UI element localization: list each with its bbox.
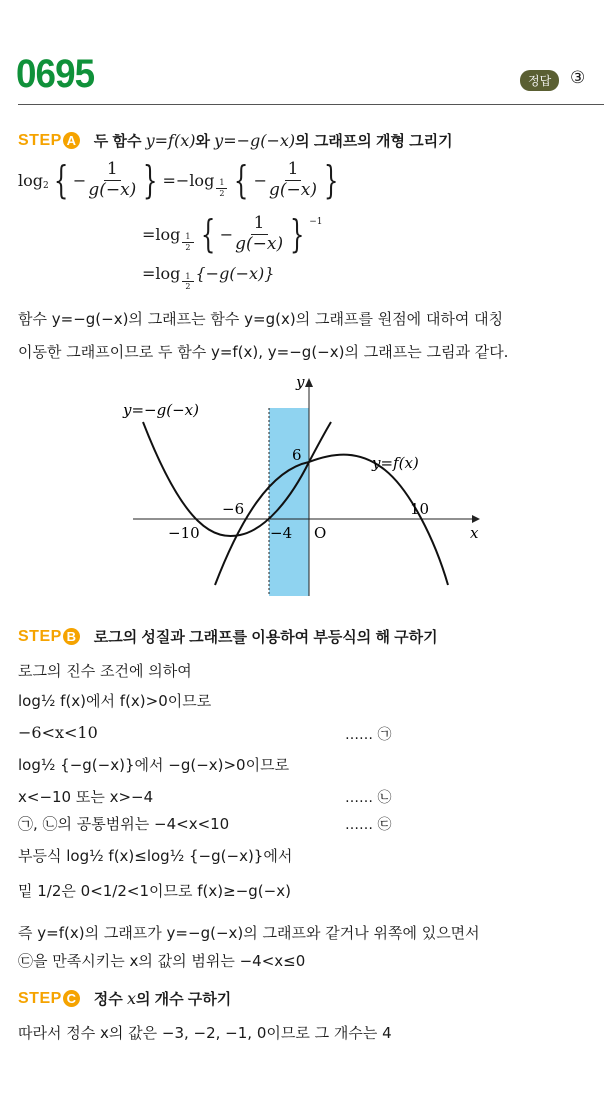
step-letter-icon: A bbox=[63, 132, 80, 149]
tick-label-x-minus4: −4 bbox=[270, 524, 293, 542]
x-axis-arrow-icon bbox=[472, 515, 480, 523]
title-text: 의 그래프의 개형 그리기 bbox=[295, 133, 453, 150]
denominator: g(−x) bbox=[269, 179, 317, 200]
eq-text: − bbox=[219, 224, 234, 244]
step-b-line: −6<x<10 bbox=[18, 723, 98, 742]
step-title bbox=[94, 988, 231, 1009]
numerator: 1 bbox=[251, 214, 268, 235]
numerator: 1 bbox=[182, 232, 193, 242]
title-math: x bbox=[126, 989, 136, 1008]
numerator: 1 bbox=[285, 160, 302, 181]
left-brace: { bbox=[53, 158, 69, 203]
title-text: 정수 bbox=[93, 991, 127, 1008]
tag-2: …… ㉡ bbox=[345, 790, 392, 806]
eq-text: =−log bbox=[162, 170, 215, 190]
step-b-line: x<−10 또는 x>−4 bbox=[18, 788, 154, 806]
step-b-line: 부등식 log½ f(x)≤log½ {−g(−x)}에서 bbox=[18, 847, 293, 865]
tick-label-x-minus6: −6 bbox=[222, 500, 245, 518]
paragraph-line: 함수 y=−g(−x)의 그래프는 함수 y=g(x)의 그래프를 원점에 대하여 대칭 bbox=[18, 310, 504, 328]
eq-text: log bbox=[18, 170, 43, 190]
step-label: STEP bbox=[18, 627, 62, 645]
right-brace: } bbox=[143, 158, 158, 203]
x-axis-label: x bbox=[470, 524, 479, 542]
eq-text: =log bbox=[142, 264, 181, 284]
step-title: 로그의 성질과 그래프를 이용하여 부등식의 해 구하기 bbox=[93, 629, 438, 646]
eq-text: − bbox=[72, 170, 87, 190]
eq-text: {−g(−x)} bbox=[195, 264, 275, 284]
curve-label-g: y=−g(−x) bbox=[123, 401, 199, 419]
title-text: 의 개수 구하기 bbox=[135, 991, 232, 1008]
step-c-heading bbox=[18, 988, 231, 1009]
curve-f-x bbox=[215, 455, 448, 585]
denominator: 2 bbox=[185, 242, 191, 252]
eq-sub: 2 bbox=[43, 181, 49, 192]
step-label: STEP bbox=[18, 989, 62, 1007]
tick-label-x-minus10: −10 bbox=[168, 524, 200, 542]
answer-value: ③ bbox=[570, 68, 586, 88]
step-letter-icon: C bbox=[63, 990, 80, 1007]
numerator: 1 bbox=[104, 160, 121, 181]
step-b-heading bbox=[18, 626, 438, 647]
numerator: 1 bbox=[216, 178, 227, 188]
step-c-line: 따라서 정수 x의 값은 −3, −2, −1, 0이므로 그 개수는 4 bbox=[18, 1024, 392, 1042]
step-b-line: log½ f(x)에서 f(x)>0이므로 bbox=[18, 692, 212, 710]
right-brace: } bbox=[323, 158, 339, 203]
step-b-line: log½ {−g(−x)}에서 −g(−x)>0이므로 bbox=[18, 756, 290, 774]
tag-3: …… ㉢ bbox=[345, 817, 392, 833]
step-b-line: ㉢을 만족시키는 x의 값의 범위는 −4<x≤0 bbox=[18, 952, 306, 970]
step-label: STEP bbox=[18, 131, 62, 149]
curve-label-f: y=f(x) bbox=[372, 454, 419, 472]
y-axis-label: y bbox=[296, 373, 305, 391]
problem-number: 0695 bbox=[16, 52, 95, 96]
eq-text: =log bbox=[142, 224, 181, 244]
denominator: 2 bbox=[219, 188, 225, 198]
denominator: g(−x) bbox=[88, 179, 137, 200]
exponent: −1 bbox=[309, 217, 323, 228]
title-text: 두 함수 bbox=[93, 133, 146, 150]
step-b-line: 로그의 진수 조건에 의하여 bbox=[18, 662, 192, 680]
tag-1: …… ㉠ bbox=[345, 727, 392, 743]
paragraph-line: 이동한 그래프이므로 두 함수 y=f(x), y=−g(−x)의 그래프는 그림과 같다. bbox=[18, 343, 509, 361]
tick-label-x10: 10 bbox=[410, 500, 430, 518]
title-math: y=f(x) bbox=[145, 131, 196, 150]
answer-badge: 정답 bbox=[520, 70, 559, 91]
y-axis-arrow-icon bbox=[305, 378, 313, 387]
step-letter-icon: B bbox=[63, 628, 80, 645]
eq-text: − bbox=[253, 170, 267, 190]
numerator: 1 bbox=[182, 272, 193, 282]
left-brace: { bbox=[200, 212, 215, 257]
shaded-interval bbox=[269, 408, 309, 596]
tick-label-y6: 6 bbox=[292, 446, 302, 464]
denominator: g(−x) bbox=[235, 233, 284, 254]
right-brace: } bbox=[289, 212, 305, 257]
title-math: y=−g(−x) bbox=[214, 131, 296, 150]
title-text: 와 bbox=[195, 133, 215, 150]
step-b-line: 밑 1/2은 0<1/2<1이므로 f(x)≥−g(−x) bbox=[18, 882, 291, 900]
step-b-line: 즉 y=f(x)의 그래프가 y=−g(−x)의 그래프와 같거나 위쪽에 있으면서 bbox=[18, 924, 480, 942]
step-b-line: ㉠, ㉡의 공통범위는 −4<x<10 bbox=[18, 815, 230, 833]
left-brace: { bbox=[234, 158, 249, 203]
origin-label: O bbox=[314, 524, 327, 542]
denominator: 2 bbox=[185, 282, 191, 292]
